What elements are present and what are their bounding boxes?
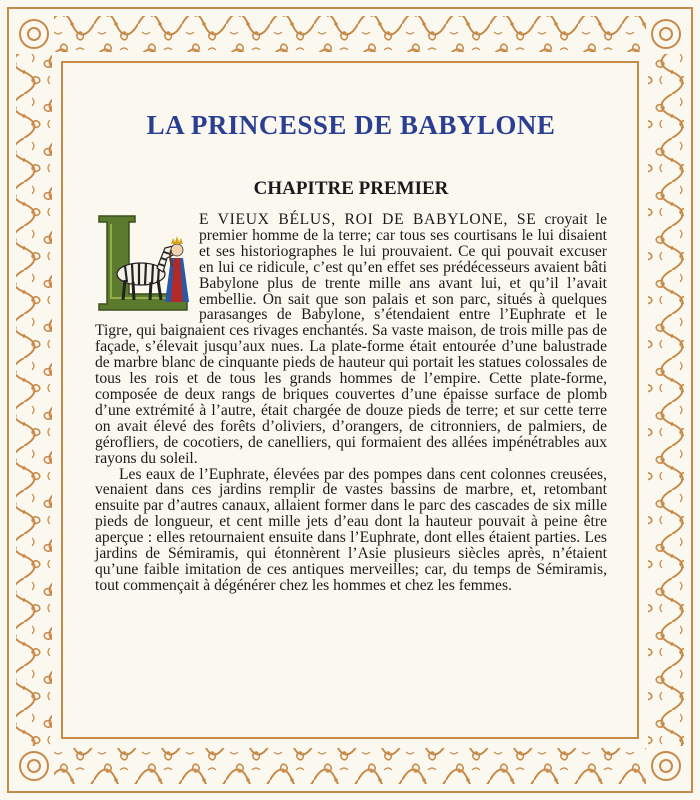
opening-line: E VIEUX BÉLUS, ROI DE BABYLONE, SE: [199, 211, 537, 228]
book-title: LA PRINCESSE DE BABYLONE: [146, 110, 556, 140]
paragraph-2: Les eaux de l’Euphrate, élevées par des pompes dans cent colonnes creusées, venaient dans ces jardins remplir de vastes bassins de marbre, et, retombant ensuite par d’autres canaux, allaient former dans le parc des cascades de six mille pieds de longueur, et cent mille jets d’eau dont la hauteur pouvait à peine être aperçue : elles retournaient ensuite dans l’Euphrate, dont elles étaient parties. Les jardins de Sémiramis, qui étonnèrent l’Asie plusieurs siècles après, n’étaient qu’une faible imitation de ces antiques merveilles; car, du temps de Sémiramis, tout commençait à dégénérer chez les hommes et chez les femmes.: [95, 465, 607, 594]
paragraph-1: croyait le premier homme de la terre; car tous ses courtisans le lui disaient et ses historiographes le lui prouvaient. Ce qui pouvait excuser en lui ce ridicule, c’est qu’en effet ses prédécesseurs avaient bâti Babylone plus de trente mille ans avant lui, et qu’il l’avait embellie. On sait que son palais et son parc, situés à quelques parasanges de Babylone, s’étendaient entre l’Euphrate et le Tigre, qui baignaient ces rivages enchantés. Sa vaste maison, de trois mille pas de façade, s’élevait jusqu’aux nues. La plate-forme était entourée d’une balustrade de marbre blanc de cinquante pieds de hauteur qui portait les statues colossales de tous les rois et de tous les grands hommes de l’empire. Cette plate-forme, composée de deux rangs de briques couvertes d’une épaisse surface de plomb d’une extrémité à l’autre, était chargée de douze pieds de terre; et sur cette terre on avait élevé des forêts d’oliviers, d’orangers, de citronniers, de palmiers, de gérofliers, de cocotiers, de canelliers, qui formaient des allées impénétrables aux rayons du soleil.: [95, 211, 607, 467]
illuminated-initial-letter: [95, 214, 193, 312]
body-text: [95, 212, 607, 594]
chapter-heading: CHAPITRE PREMIER: [253, 178, 449, 199]
